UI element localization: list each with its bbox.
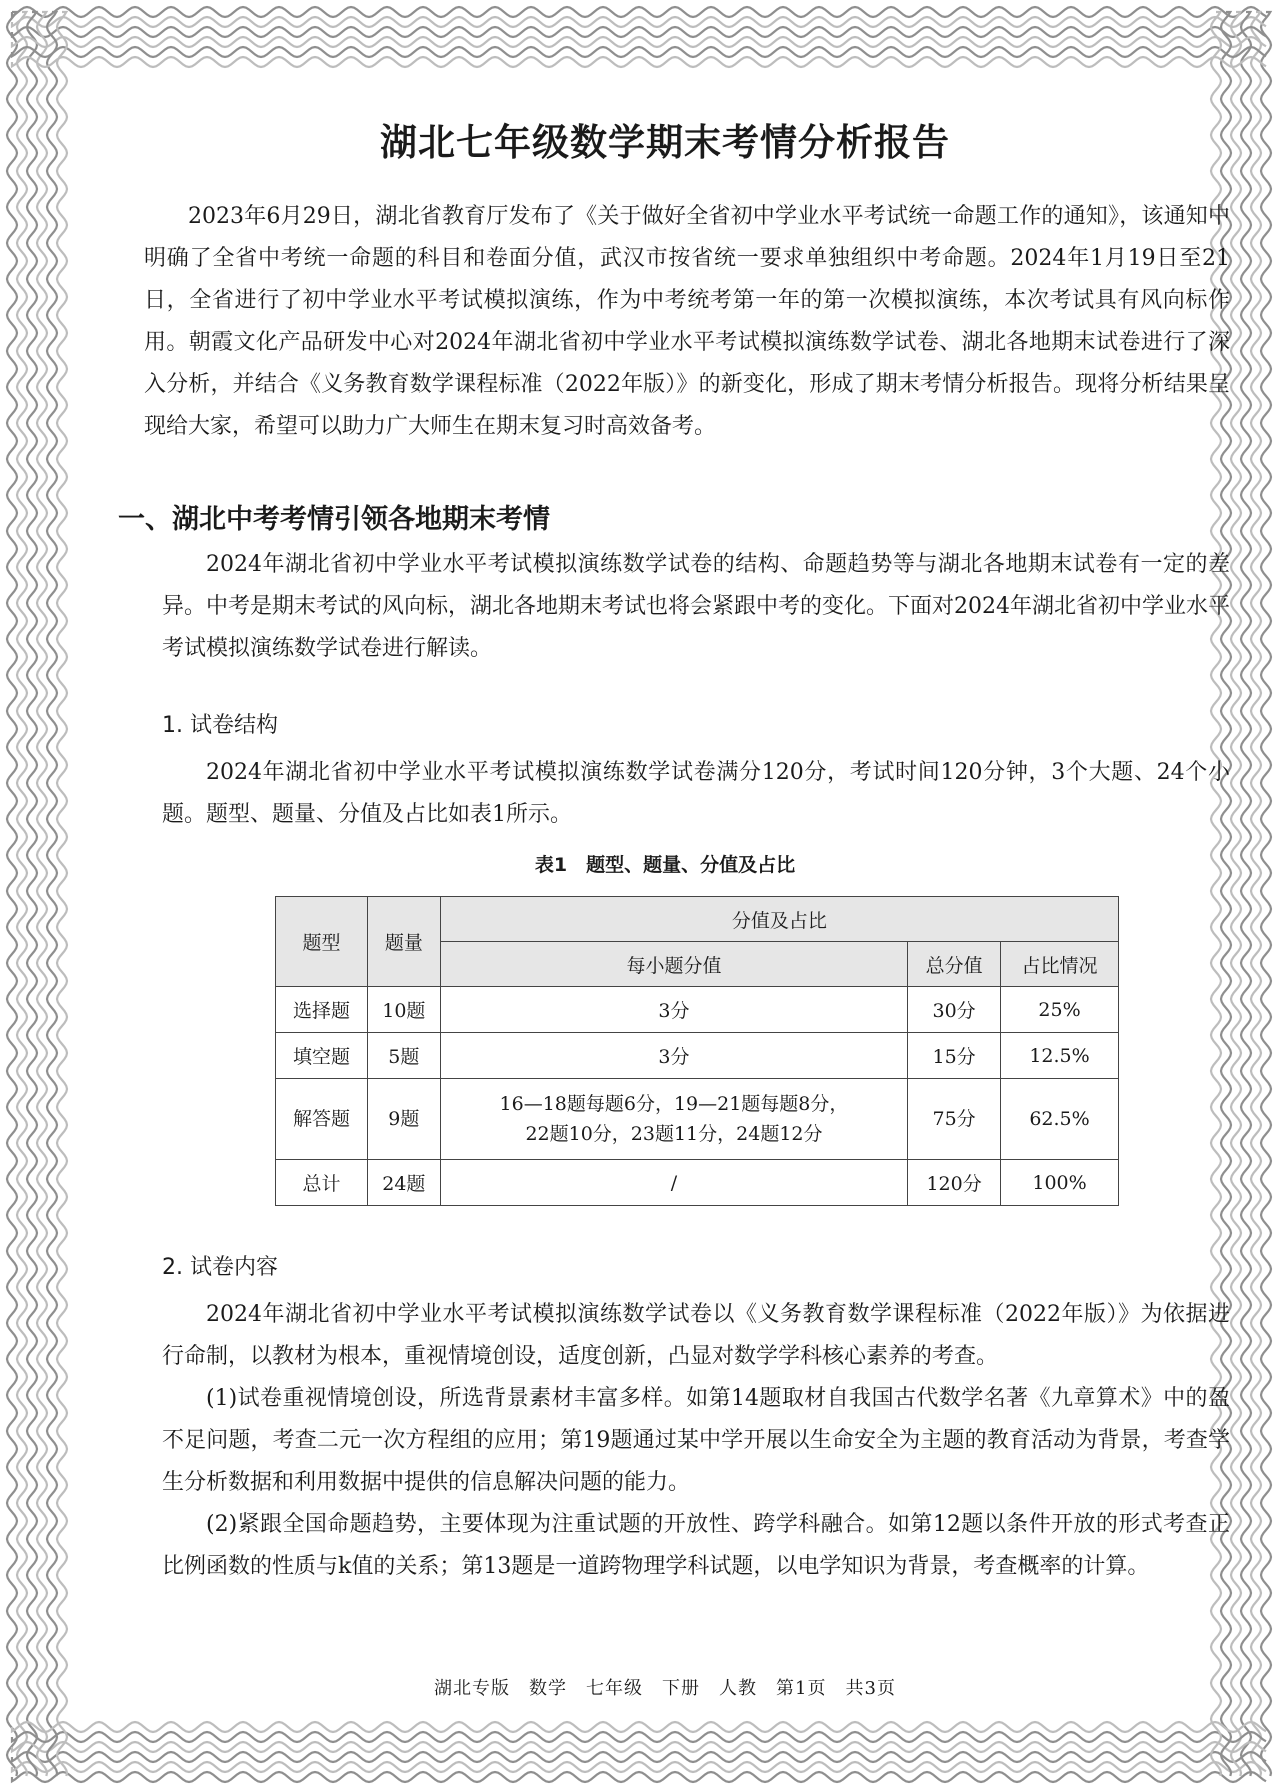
- section1-paragraph: 2024年湖北省初中学业水平考试模拟演练数学试卷的结构、命题趋势等与湖北各地期末试卷有一定的差异。中考是期末考试的风向标，湖北各地期末考试也将会紧跟中考的变化。下面对2024年湖北省初中学业水平考试模拟演练数学试卷进行解读。: [162, 552, 1230, 661]
- cell-count: 9题: [367, 1079, 440, 1160]
- page-title: 湖北七年级数学期末考情分析报告: [380, 121, 950, 164]
- cell-count: 24题: [367, 1160, 440, 1206]
- cell-ratio: 100%: [1001, 1160, 1119, 1206]
- header-ratio: 占比情况: [1001, 942, 1119, 987]
- cell-per: 3分: [440, 987, 907, 1033]
- header-score-group: 分值及占比: [440, 897, 1118, 942]
- content-paragraph-1: 2024年湖北省初中学业水平考试模拟演练数学试卷以《义务教育数学课程标准（2022年版）》为依据进行命制，以教材为根本，重视情境创设，适度创新，凸显对数学学科核心素养的考查。: [162, 1302, 1230, 1369]
- cell-total: 120分: [908, 1160, 1001, 1206]
- cell-ratio: 12.5%: [1001, 1033, 1119, 1079]
- cell-total: 15分: [908, 1033, 1001, 1079]
- cell-per: /: [440, 1160, 907, 1206]
- section-heading-1: 一、湖北中考考情引领各地期末考情: [118, 504, 550, 535]
- cell-ratio: 25%: [1001, 987, 1119, 1033]
- cell-total: 30分: [908, 987, 1001, 1033]
- table-row: [276, 1160, 1119, 1206]
- cell-count: 5题: [367, 1033, 440, 1079]
- header-count: 题量: [367, 897, 440, 987]
- header-type: 题型: [276, 897, 368, 987]
- intro-paragraph: 2023年6月29日，湖北省教育厅发布了《关于做好全省初中学业水平考试统一命题工作的通知》，该通知中明确了全省中考统一命题的科目和卷面分值，武汉市按省统一要求单独组织中考命题。2024年1月19日至21日，全省进行了初中学业水平考试模拟演练，作为中考统考第一年的第一次模拟演练，本次考试具有风向标作用。朝霞文化产品研发中心对2024年湖北省初中学业水平考试模拟演练数学试卷、湖北各地期末试卷进行了深入分析，并结合《义务教育数学课程标准（2022年版）》的新变化，形成了期末考情分析报告。现将分析结果呈现给大家，希望可以助力广大师生在期末复习时高效备考。: [144, 204, 1230, 439]
- header-per-question: 每小题分值: [440, 942, 907, 987]
- cell-per: 3分: [440, 1033, 907, 1079]
- structure-paragraph: 2024年湖北省初中学业水平考试模拟演练数学试卷满分120分，考试时间120分钟，3个大题、24个小题。题型、题量、分值及占比如表1所示。: [162, 760, 1230, 827]
- cell-ratio: 62.5%: [1001, 1079, 1119, 1160]
- cell-per: [440, 1079, 907, 1160]
- content-paragraph-3: (2)紧跟全国命题趋势，主要体现为注重试题的开放性、跨学科融合。如第12题以条件开放的形式考查正比例函数的性质与k值的关系；第13题是一道跨物理学科试题，以电学知识为背景，考查概率的计算。: [162, 1512, 1230, 1579]
- cell-type: 总计: [276, 1160, 368, 1206]
- page-footer: 湖北专版 数学 七年级 下册 人教 第1页 共3页: [434, 1678, 896, 1699]
- header-total: 总分值: [908, 942, 1001, 987]
- cell-type: 填空题: [276, 1033, 368, 1079]
- cell-type: 解答题: [276, 1079, 368, 1160]
- table-caption: 表1 题型、题量、分值及占比: [534, 854, 796, 876]
- score-table: [275, 896, 1119, 1206]
- table-row: [276, 987, 1119, 1033]
- table-row: [276, 1079, 1119, 1160]
- subsection-heading-content: 2. 试卷内容: [162, 1255, 278, 1280]
- content-paragraph-2: (1)试卷重视情境创设，所选背景素材丰富多样。如第14题取材自我国古代数学名著《九章算术》中的盈不足问题，考查二元一次方程组的应用；第19题通过某中学开展以生命安全为主题的教育活动为背景，考查学生分析数据和利用数据中提供的信息解决问题的能力。: [162, 1386, 1230, 1495]
- table-row: [276, 1033, 1119, 1079]
- cell-per-line-2: 22题10分，23题11分，24题12分: [525, 1123, 823, 1145]
- cell-per-line-1: 16—18题每题6分，19—21题每题8分，: [499, 1093, 849, 1115]
- subsection-heading-structure: 1. 试卷结构: [162, 713, 278, 738]
- cell-type: 选择题: [276, 987, 368, 1033]
- cell-total: 75分: [908, 1079, 1001, 1160]
- cell-count: 10题: [367, 987, 440, 1033]
